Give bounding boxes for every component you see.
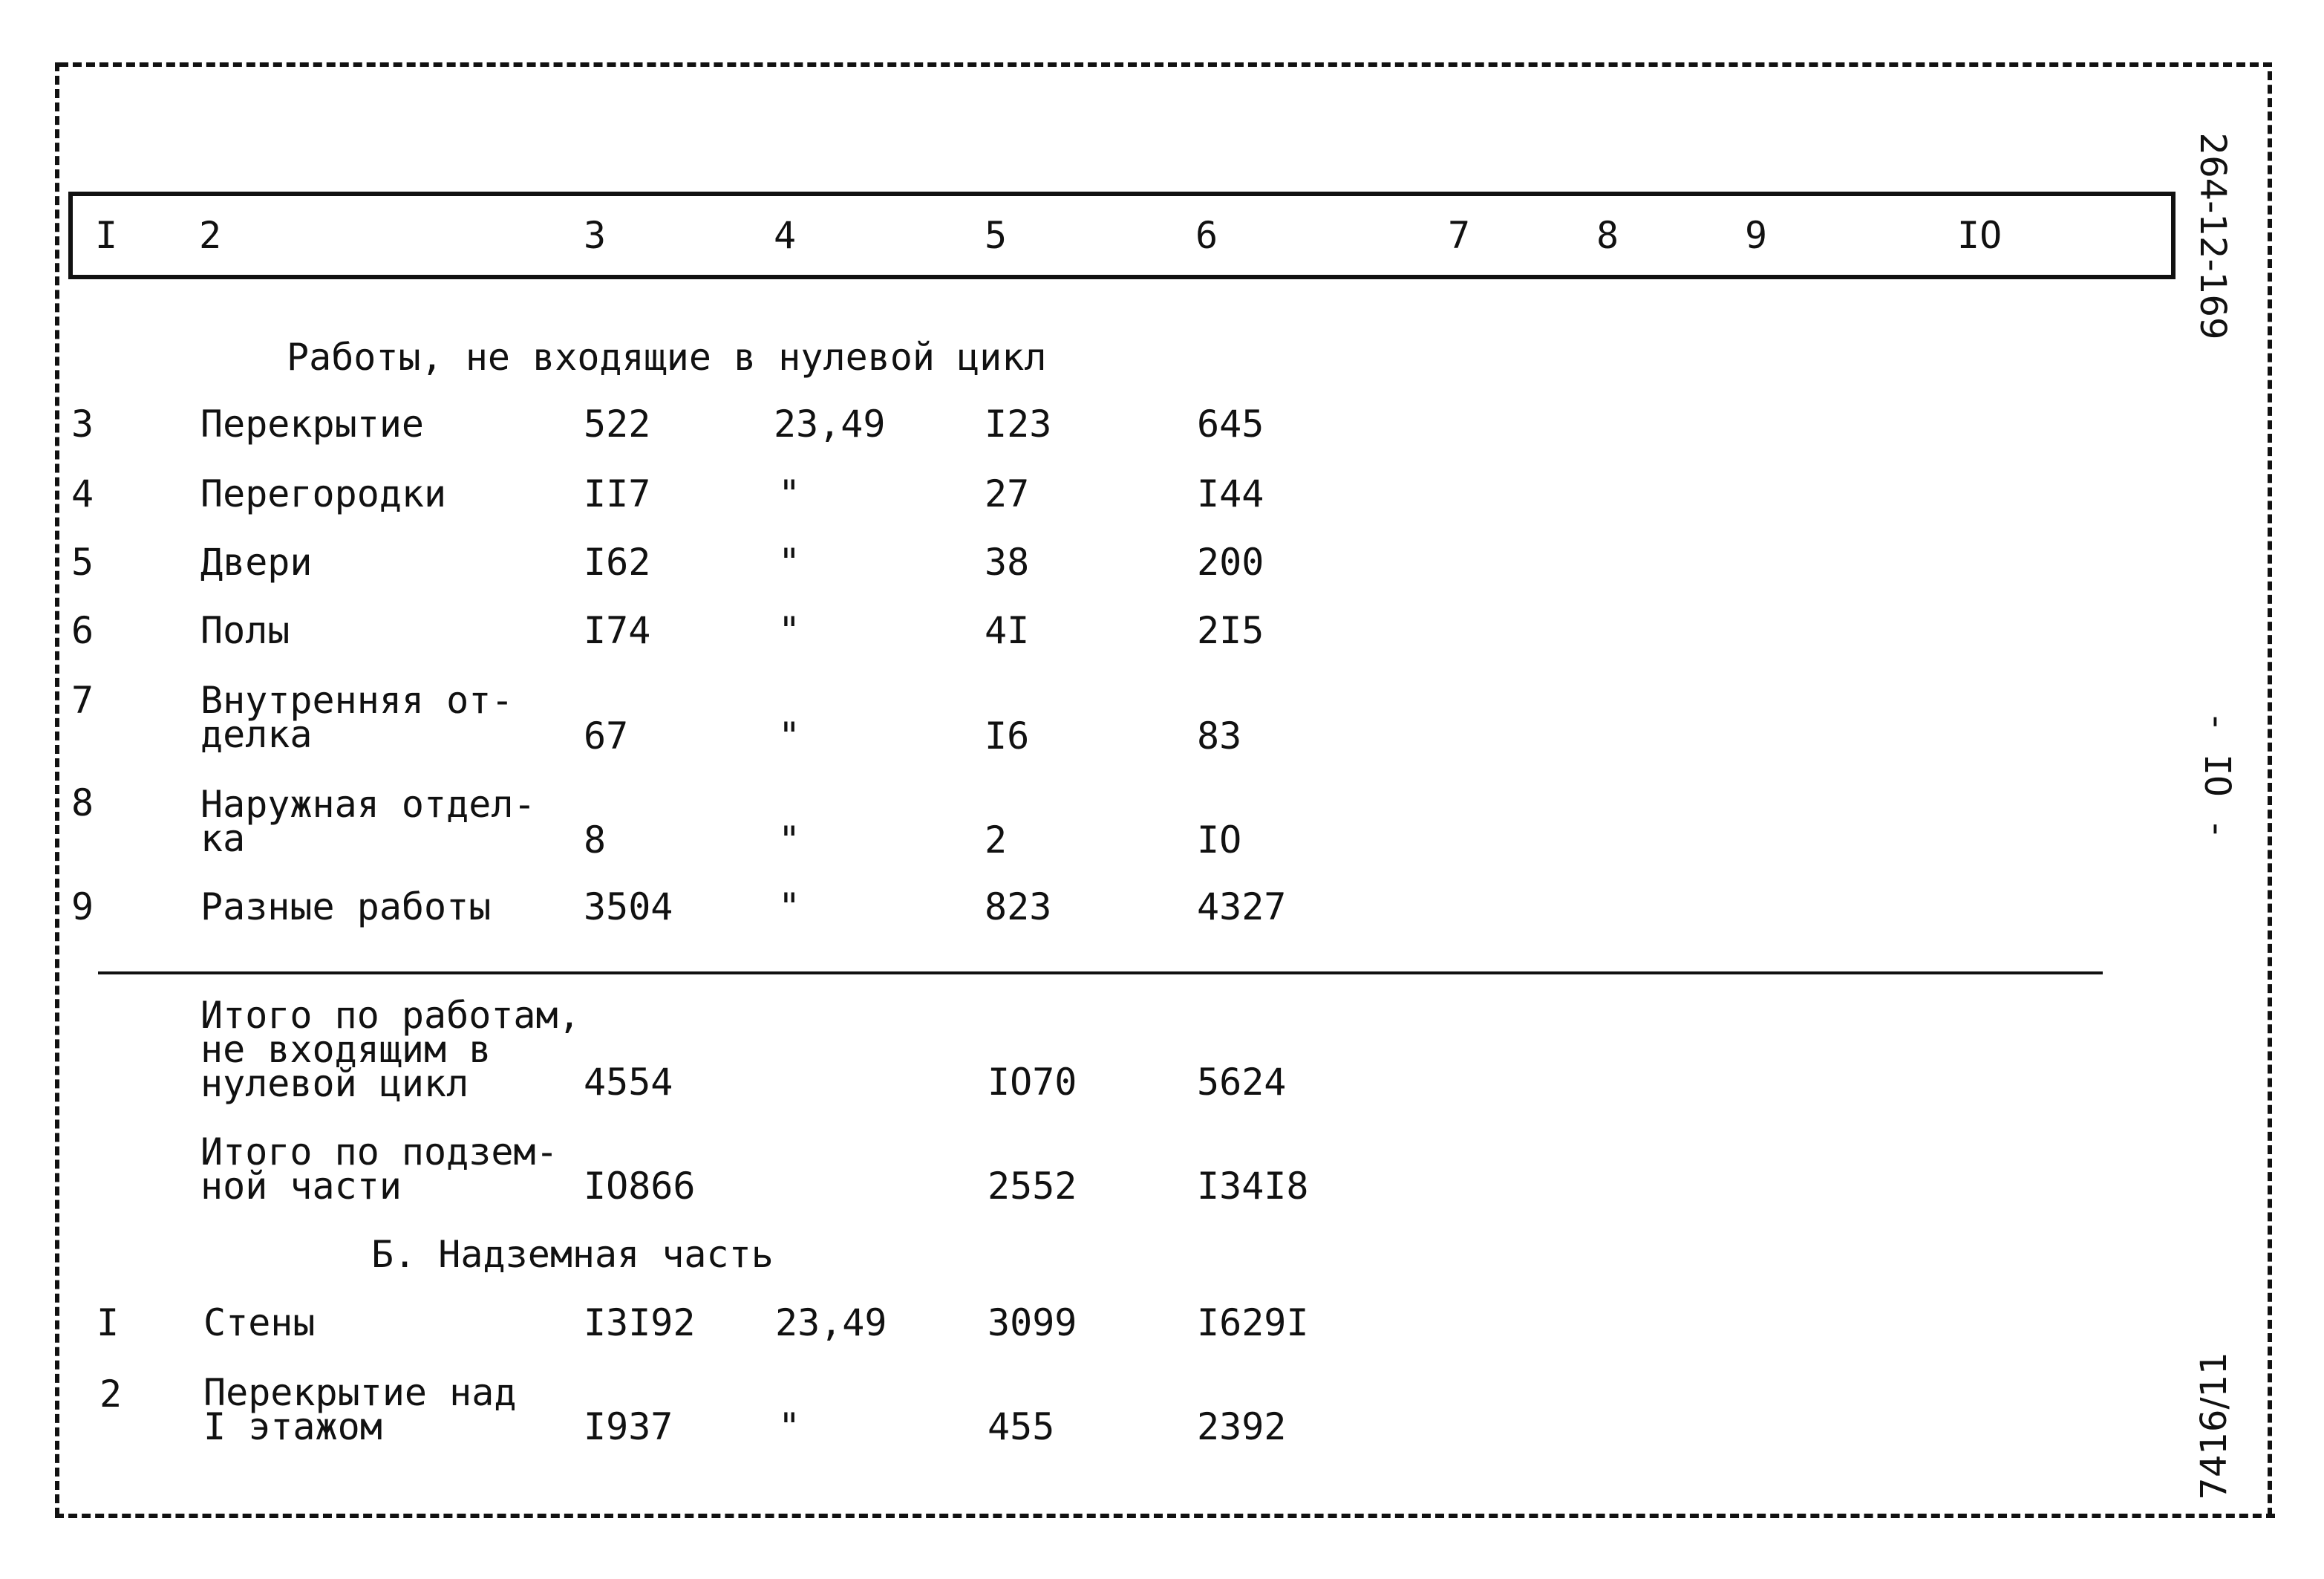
row-number: I — [97, 1301, 120, 1344]
row-name: Полы — [200, 609, 290, 652]
row-col5: 2 — [985, 818, 1008, 862]
row-col5: 455 — [988, 1405, 1055, 1448]
row-col6: IO — [1197, 818, 1242, 862]
row-col6: 200 — [1197, 541, 1264, 584]
row-col4: 23,49 — [774, 403, 886, 446]
document-code: 264-12-169 — [2192, 132, 2233, 340]
row-name: Перекрытие над I этажом — [203, 1371, 517, 1448]
total-col3: IO866 — [584, 1165, 696, 1208]
row-number: 7 — [71, 679, 94, 722]
col-header-4: 4 — [774, 214, 797, 257]
col-header-10: IO — [1957, 214, 2003, 257]
col-header-7: 7 — [1448, 214, 1471, 257]
row-col3: I937 — [584, 1405, 673, 1448]
row-col3: 522 — [584, 403, 651, 446]
row-col6: 83 — [1197, 714, 1242, 758]
row-col4: 23,49 — [775, 1301, 887, 1344]
row-col3: 67 — [584, 714, 629, 758]
frame-top — [59, 62, 2272, 67]
row-col4: " — [778, 714, 801, 758]
col-header-6: 6 — [1195, 214, 1218, 257]
row-name: Внутренняя от- делка — [200, 679, 514, 756]
row-col6: I629I — [1197, 1301, 1309, 1344]
row-number: 2 — [99, 1373, 123, 1416]
row-col5: I6 — [985, 714, 1030, 758]
row-col3: 8 — [584, 818, 607, 862]
row-name: Наружная отдел- ка — [200, 783, 536, 860]
row-col4: " — [778, 472, 801, 515]
row-col3: II7 — [584, 472, 651, 515]
row-col6: 645 — [1197, 403, 1264, 446]
row-col6: 4327 — [1197, 885, 1287, 928]
row-col4: " — [778, 818, 801, 862]
frame-bottom — [55, 1514, 2275, 1518]
row-col6: 2392 — [1197, 1405, 1287, 1448]
col-header-8: 8 — [1596, 214, 1619, 257]
col-header-3: 3 — [584, 214, 607, 257]
frame-left — [55, 62, 59, 1517]
row-number: 5 — [71, 541, 94, 584]
total-name: Итого по подзем- ной части — [200, 1130, 558, 1208]
section-divider — [98, 971, 2103, 974]
total-col5: IO70 — [988, 1061, 1077, 1104]
frame-right — [2268, 71, 2272, 1517]
section-b-title: Б. Надземная часть — [371, 1233, 774, 1276]
total-col6: 5624 — [1197, 1061, 1287, 1104]
row-name: Перегородки — [200, 472, 447, 515]
row-col5: 823 — [985, 885, 1052, 928]
row-number: 6 — [71, 609, 94, 652]
row-number: 9 — [71, 885, 94, 928]
row-name: Перекрытие — [200, 403, 425, 446]
row-col5: 4I — [985, 609, 1030, 652]
row-number: 4 — [71, 472, 94, 515]
row-col5: 38 — [985, 541, 1030, 584]
col-header-2: 2 — [199, 214, 222, 257]
col-header-5: 5 — [985, 214, 1008, 257]
total-col6: I34I8 — [1197, 1165, 1309, 1208]
row-number: 8 — [71, 781, 94, 824]
row-col3: I3I92 — [584, 1301, 696, 1344]
page-number: - IO - — [2196, 711, 2238, 840]
row-col6: 2I5 — [1197, 609, 1264, 652]
row-col4: " — [778, 885, 801, 928]
row-col5: 27 — [985, 472, 1030, 515]
row-col5: I23 — [985, 403, 1052, 446]
row-col6: I44 — [1197, 472, 1264, 515]
row-name: Двери — [200, 541, 313, 584]
row-col3: I74 — [584, 609, 651, 652]
section-a-title: Работы, не входящие в нулевой цикл — [287, 336, 1047, 379]
stamp-number: 7416/11 — [2193, 1352, 2235, 1500]
col-header-9: 9 — [1745, 214, 1768, 257]
row-name: Стены — [203, 1301, 316, 1344]
row-number: 3 — [71, 403, 94, 446]
total-name: Итого по работам, не входящим в нулевой цикл — [200, 994, 581, 1105]
row-col3: I62 — [584, 541, 651, 584]
row-col4: " — [778, 1405, 801, 1448]
row-col4: " — [778, 541, 801, 584]
column-header-box — [68, 192, 2176, 279]
col-header-1: I — [95, 214, 118, 257]
row-name: Разные работы — [200, 885, 492, 928]
total-col5: 2552 — [988, 1165, 1077, 1208]
row-col5: 3099 — [988, 1301, 1077, 1344]
row-col4: " — [778, 609, 801, 652]
total-col3: 4554 — [584, 1061, 673, 1104]
row-col3: 3504 — [584, 885, 673, 928]
